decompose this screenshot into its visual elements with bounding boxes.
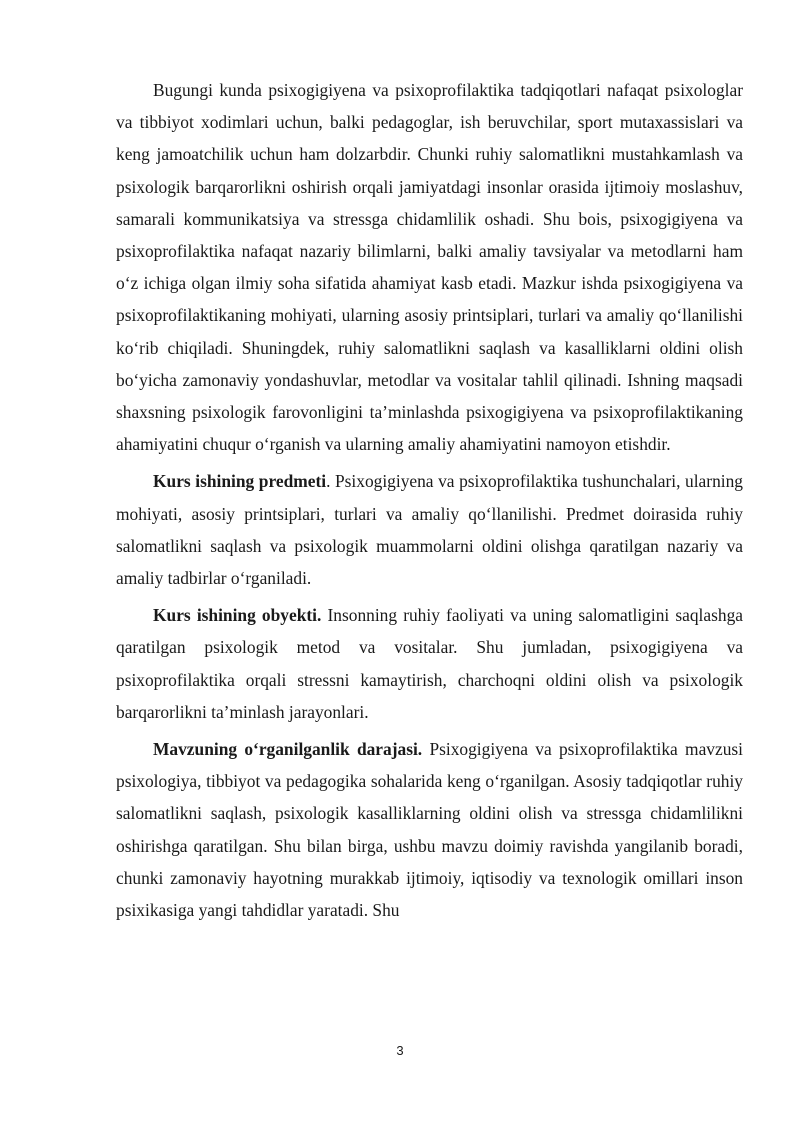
paragraph-text: . Psixogigiyena va psixoprofilaktika tushunchalari, ularning mohiyati, asosiy printsiplari, turlari va amaliy qo‘llanilishi. Predmet doirasida ruhiy salomatlikni saqlash va psixologik muammolarni oldini olishga qaratilgan nazariy va amaliy tadbirlar o‘rganiladi. — [116, 471, 743, 589]
paragraph-study-level — [116, 733, 743, 926]
paragraph-lead: Mavzuning o‘rganilganlik darajasi. — [153, 739, 423, 760]
paragraph-intro — [116, 74, 743, 460]
page-number: 3 — [396, 1043, 404, 1058]
paragraph-course-subject — [116, 465, 743, 594]
document-body — [116, 74, 743, 926]
paragraph-lead: Kurs ishining obyekti. — [153, 605, 322, 626]
paragraph-lead: Kurs ishining predmeti — [153, 471, 327, 492]
paragraph-course-object — [116, 599, 743, 728]
paragraph-text: Bugungi kunda psixogigiyena va psixoprofilaktika tadqiqotlari nafaqat psixologlar va tibbiyot xodimlari uchun, balki pedagoglar, ish beruvchilar, sport mutaxassislari va keng jamoatchilik uchun ham dolzarbdir. Chunki ruhiy salomatlikni mustahkamlash va psixologik barqarorlikni oshirish orqali jamiyatdagi insonlar orasida ijtimoiy moslashuv, samarali kommunikatsiya va stressga chidamlilik oshadi. Shu bois, psixogigiyena va psixoprofilaktika nafaqat nazariy bilimlarni, balki amaliy tavsiyalar va metodlarni ham o‘z ichiga olgan ilmiy soha sifatida ahamiyat kasb etadi. Mazkur ishda psixogigiyena va psixoprofilaktikaning mohiyati, ularning asosiy printsiplari, turlari va amaliy qo‘llanilishi ko‘rib chiqiladi. Shuningdek, ruhiy salomatlikni saqlash va kasalliklarni oldini olish bo‘yicha zamonaviy yondashuvlar, metodlar va vositalar tahlil qilinadi. Ishning maqsadi shaxsning psixologik farovonligini ta’minlashda psixogigiyena va psixoprofilaktikaning ahamiyatini chuqur o‘rganish va ularning amaliy ahamiyatini namoyon etishdir. — [116, 80, 743, 455]
paragraph-text: Insonning ruhiy faoliyati va uning salomatligini saqlashga qaratilgan psixologik metod va vositalar. Shu jumladan, psixogigiyena va psixoprofilaktika orqali stressni kamaytirish, charchoqni oldini olish va psixologik barqarorlikni ta’minlash jarayonlari. — [116, 605, 743, 722]
paragraph-text: Psixogigiyena va psixoprofilaktika mavzusi psixologiya, tibbiyot va pedagogika sohalarida keng o‘rganilgan. Asosiy tadqiqotlar ruhiy salomatlikni saqlash, psixologik kasalliklarning oldini olish va stressga chidamlilikni oshirishga qaratilgan. Shu bilan birga, ushbu mavzu doimiy ravishda yangilanib boradi, chunki zamonaviy hayotning murakkab ijtimoiy, iqtisodiy va texnologik omillari inson psixikasiga yangi tahdidlar yaratadi. Shu — [116, 739, 743, 921]
